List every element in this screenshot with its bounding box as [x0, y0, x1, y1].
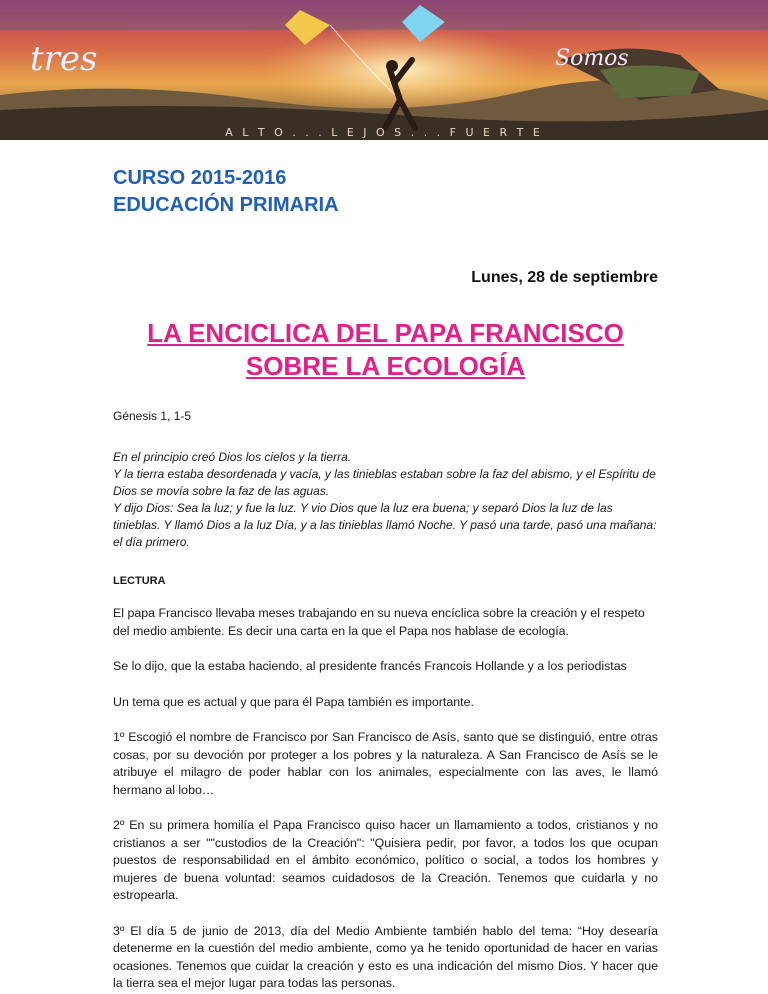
paragraph: El papa Francisco llevaba meses trabajando en su nueva encíclica sobre la creación y el respeto del medio ambiente. Es decir una carta en la que el Papa nos hablase de ecología. — [113, 606, 645, 638]
verse-line: En el principio creó Dios los cielos y la tierra. — [113, 450, 352, 464]
header-banner — [0, 0, 768, 140]
bible-verse — [113, 449, 658, 551]
document-body — [113, 165, 658, 993]
verse-line: Y la tierra estaba desordenada y vacía, y las tinieblas estaban sobre la faz del abismo, y el Espíritu de Dios se movía sobre la faz de las aguas. — [113, 467, 656, 498]
banner-word-left: tres — [30, 39, 98, 79]
bible-reference: Génesis 1, 1-5 — [113, 409, 192, 423]
paragraph: Se lo dijo, que la estaba haciendo, al presidente francés Francois Hollande y a los periodistas — [113, 659, 627, 673]
page-title: LA ENCICLICA DEL PAPA FRANCISCO SOBRE LA ECOLOGÍA — [147, 318, 624, 381]
paragraph: 3º El día 5 de junio de 2013, día del Medio Ambiente también hablo del tema: “Hoy desearía detenerme en la cuestión del medio ambiente, como ya he tenido oportunidad de hacer en varias ocasiones. Tenemos que cuidar la creación y esto es una indicación del mismo Dios. Y hacer que la tierra sea el mejor lugar para todas las personas. — [113, 923, 658, 990]
course-title: CURSO 2015-2016 — [113, 167, 287, 189]
verse-line: Y dijo Dios: Sea la luz; y fue la luz. Y vio Dios que la luz era buena; y separó Dios la luz de las tinieblas. Y llamó Dios a la luz Día, y a las tinieblas llamó Noche. Y pasó una tarde, pasó una mañana: el día primero. — [113, 501, 657, 549]
education-level: EDUCACIÓN PRIMARIA — [113, 194, 339, 216]
date-line: Lunes, 28 de septiembre — [471, 269, 658, 286]
banner-word-right: Somos — [555, 46, 629, 71]
paragraph: Un tema que es actual y que para él Papa también es importante. — [113, 694, 474, 709]
paragraph: 1º Escogió el nombre de Francisco por San Francisco de Asís, santo que se distinguió, entre otras cosas, por su devoción por proteger a los pobres y la naturaleza. A San Francisco de Asís se le atribuye el milagro de poder hablar con los animales, especialmente con las aves, le llamó hermano al lobo… — [113, 730, 658, 797]
paragraph: 2º En su primera homilía el Papa Francisco quiso hacer un llamamiento a todos, cristianos y no cristianos a ser ""custodios de la Creación": "Quisiera pedir, por favor, a todos los que ocupan puestos de responsabilidad en el ámbito económico, político o social, a todos los hombres y mujeres de buena voluntad: seamos cuidadosos de la Creación. Tenemos que cuidarla y no estropearla. — [113, 818, 658, 902]
section-heading: LECTURA — [113, 575, 166, 587]
banner-tagline: A L T O . . . L E J O S . . . F U E R T E — [225, 126, 543, 139]
banner-illustration — [0, 0, 768, 140]
